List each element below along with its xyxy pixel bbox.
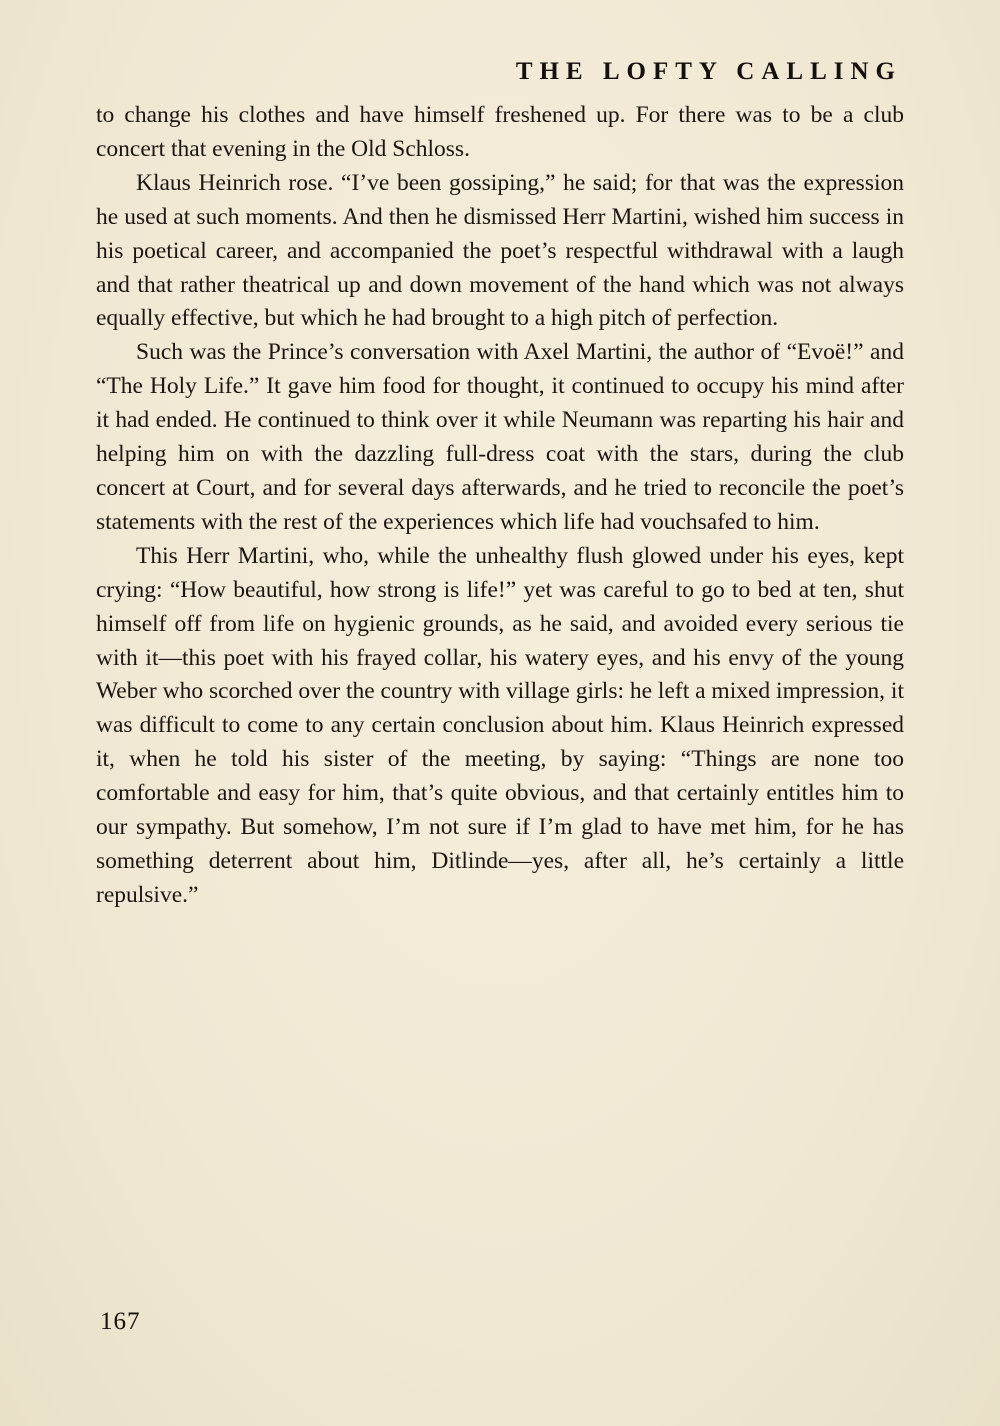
- running-head: THE LOFTY CALLING: [515, 58, 902, 85]
- paragraph: This Herr Martini, who, while the unhealthy flush glowed under his eyes, kept crying: “How beautiful, how strong is life!” yet was careful to go to bed at ten, shut himself off from life on hygienic grounds, as he said, and avoided every serious tie with it—this poet with his frayed collar, his watery eyes, and his envy of the young Weber who scorched over the country with village girls: he left a mixed impression, it was difficult to come to any certain conclusion about him. Klaus Heinrich expressed it, when he told his sister of the meeting, by saying: “Things are none too comfortable and easy for him, that’s quite obvious, and that certainly entitles him to our sympathy. But somehow, I’m not sure if I’m glad to have met him, for he has something deterrent about him, Ditlinde—yes, after all, he’s certainly a little repulsive.”: [96, 542, 904, 908]
- paragraph: Klaus Heinrich rose. “I’ve been gossiping,” he said; for that was the expression he used at such moments. And then he dismissed Herr Martini, wished him success in his poetical career, and accompanied the poet’s respectful withdrawal with a laugh and that rather theatrical up and down movement of the hand which was not always equally effective, but which he had brought to a high pitch of perfection.: [96, 169, 904, 332]
- page-number: 167: [100, 1308, 141, 1335]
- text-block: [96, 99, 904, 913]
- paragraph: Such was the Prince’s conversation with Axel Martini, the author of “Evoë!” and “The Holy Life.” It gave him food for thought, it continued to occupy his mind after it had ended. He continued to think over it while Neumann was reparting his hair and helping him on with the dazzling full-dress coat with the stars, during the club concert at Court, and for several days afterwards, and he tried to reconcile the poet’s statements with the rest of the experiences which life had vouchsafed to him.: [96, 339, 904, 535]
- paragraph: to change his clothes and have himself freshened up. For there was to be a club concert that evening in the Old Schloss.: [96, 102, 904, 162]
